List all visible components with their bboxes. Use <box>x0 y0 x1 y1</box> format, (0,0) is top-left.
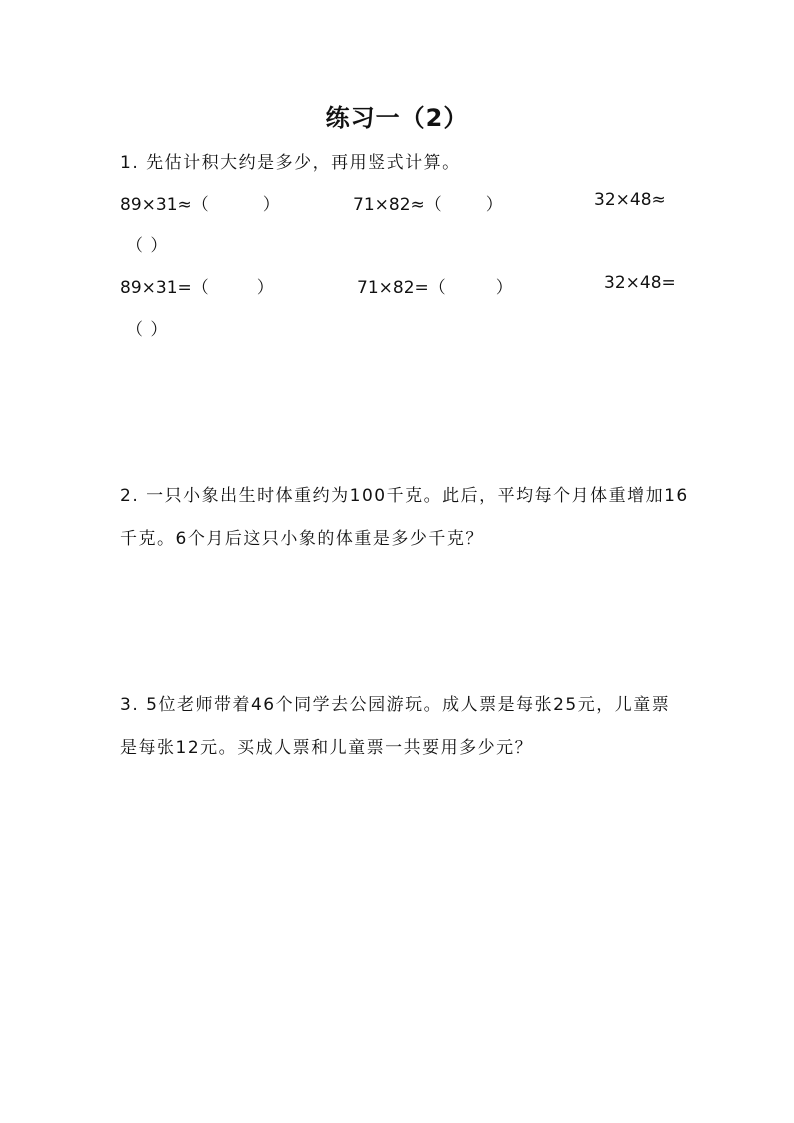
exact-2-expression: 71×82=（ <box>357 278 446 298</box>
estimate-3-answer-blank: （ ） <box>126 236 169 256</box>
estimate-3 <box>594 190 666 210</box>
exact-1-close: ） <box>256 278 274 298</box>
estimate-2-close: ） <box>485 195 503 215</box>
question-2-line-1: 2. 一只小象出生时体重约为100千克。此后，平均每个月体重增加16 <box>120 486 689 506</box>
exact-2 <box>357 273 513 298</box>
question-3-line-1: 3. 5位老师带着46个同学去公园游玩。成人票是每张25元，儿童票 <box>120 695 671 715</box>
estimate-2-expression: 71×82≈（ <box>353 195 442 215</box>
exact-1-expression: 89×31=（ <box>120 278 209 298</box>
exact-3 <box>604 273 676 293</box>
question-3-line-2: 是每张12元。买成人票和儿童票一共要用多少元？ <box>120 738 534 758</box>
exact-3-expression: 32×48= <box>604 273 676 293</box>
question-1-prompt: 1. 先估计积大约是多少，再用竖式计算。 <box>120 153 461 173</box>
estimate-1-expression: 89×31≈（ <box>120 195 209 215</box>
estimate-1 <box>120 190 280 215</box>
estimate-1-close: ） <box>262 195 280 215</box>
exact-2-close: ） <box>495 278 513 298</box>
exact-1 <box>120 273 274 298</box>
question-2-line-2: 千克。6个月后这只小象的体重是多少千克？ <box>120 529 484 549</box>
estimate-2 <box>353 190 503 215</box>
exact-3-answer-blank: （ ） <box>126 320 169 340</box>
worksheet-title: 练习一（2） <box>325 104 469 132</box>
estimate-3-expression: 32×48≈ <box>594 190 666 210</box>
